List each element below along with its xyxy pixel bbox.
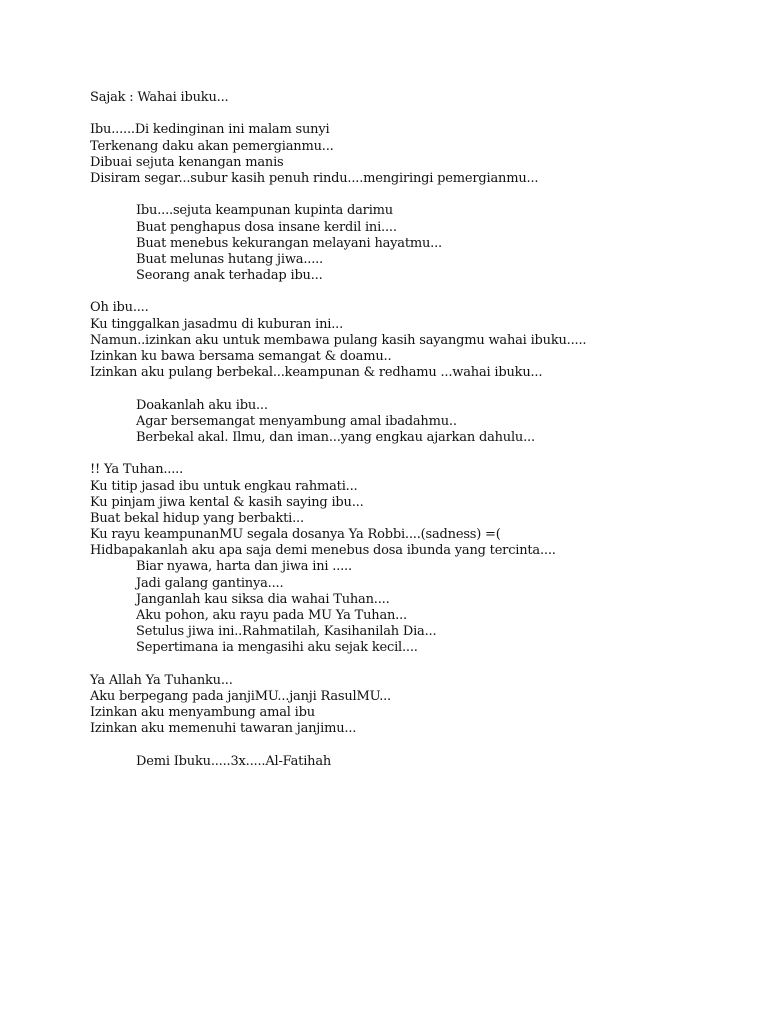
poem-title: Sajak : Wahai ibuku...: [90, 90, 229, 105]
poem-line: Izinkan aku memenuhi tawaran janjimu...: [90, 721, 357, 737]
poem-line: Ibu....sejuta keampunan kupinta darimu: [136, 203, 393, 219]
poem-line: Ku tinggalkan jasadmu di kuburan ini...: [90, 316, 344, 332]
poem-line: Setulus jiwa ini..Rahmatilah, Kasihanilah Dia...: [136, 624, 437, 640]
poem-line: Izinkan aku pulang berbekal...keampunan & redhamu ...wahai ibuku...: [90, 365, 543, 381]
poem-line: Sepertimana ia mengasihi aku sejak kecil....: [136, 640, 418, 656]
stanza-gap: [90, 284, 750, 300]
poem-line: Hidbapakanlah aku apa saja demi menebus dosa ibunda yang tercinta....: [90, 543, 556, 559]
stanza-3: [90, 300, 750, 381]
poem-line: Aku berpegang pada janjiMU...janji RasulMU...: [90, 688, 391, 704]
poem-line: Dibuai sejuta kenangan manis: [90, 154, 284, 170]
poem-line: Seorang anak terhadap ibu...: [136, 268, 323, 284]
poem-line: Buat bekal hidup yang berbakti...: [90, 510, 304, 526]
stanza-gap: [90, 738, 750, 754]
stanza-gap: [90, 187, 750, 203]
poem-line: Ibu......Di kedinginan ini malam sunyi: [90, 122, 330, 138]
stanza-7: [90, 673, 750, 738]
poem-closing: Demi Ibuku.....3x.....Al-Fatihah: [136, 753, 332, 769]
stanza-1: [90, 122, 750, 187]
poem-line: Buat melunas hutang jiwa.....: [136, 251, 323, 267]
poem-line: Izinkan ku bawa bersama semangat & doamu..: [90, 349, 392, 364]
poem-line: Ku rayu keampunanMU segala dosanya Ya Robbi....(sadness) =(: [90, 527, 501, 543]
poem-line: Ya Allah Ya Tuhanku...: [90, 672, 233, 688]
poem-line: Namun..izinkan aku untuk membawa pulang kasih sayangmu wahai ibuku.....: [90, 332, 587, 348]
stanza-gap: [90, 106, 750, 122]
poem-line: Izinkan aku menyambung amal ibu: [90, 705, 315, 721]
poem-line: Buat menebus kekurangan melayani hayatmu...: [136, 235, 442, 251]
poem-line: Disiram segar...subur kasih penuh rindu....mengiringi pemergianmu...: [90, 170, 539, 186]
stanza-gap: [90, 657, 750, 673]
stanza-4: [90, 398, 750, 447]
poem-line: !! Ya Tuhan.....: [90, 462, 184, 478]
poem-line: Jadi galang gantinya....: [136, 575, 284, 591]
poem-line: Agar bersemangat menyambung amal ibadahmu..: [136, 413, 457, 429]
stanza-gap: [90, 381, 750, 397]
poem-line: Buat penghapus dosa insane kerdil ini....: [136, 219, 397, 235]
poem-line: Biar nyawa, harta dan jiwa ini .....: [136, 559, 352, 575]
poem-line: Terkenang daku akan pemergianmu...: [90, 138, 334, 154]
poem-body: [90, 90, 750, 770]
poem-line: Ku titip jasad ibu untuk engkau rahmati...: [90, 478, 358, 494]
stanza-gap: [90, 446, 750, 462]
stanza-6: [90, 559, 750, 656]
poem-line: Ku pinjam jiwa kental & kasih saying ibu...: [90, 494, 364, 510]
stanza-5: [90, 462, 750, 559]
poem-line: Doakanlah aku ibu...: [136, 397, 268, 413]
poem-line: Janganlah kau siksa dia wahai Tuhan....: [136, 591, 390, 607]
stanza-2: [90, 203, 750, 284]
poem-line: Oh ibu....: [90, 300, 149, 316]
poem-line: Aku pohon, aku rayu pada MU Ya Tuhan...: [136, 608, 407, 623]
poem-line: Berbekal akal. Ilmu, dan iman...yang engkau ajarkan dahulu...: [136, 429, 535, 445]
